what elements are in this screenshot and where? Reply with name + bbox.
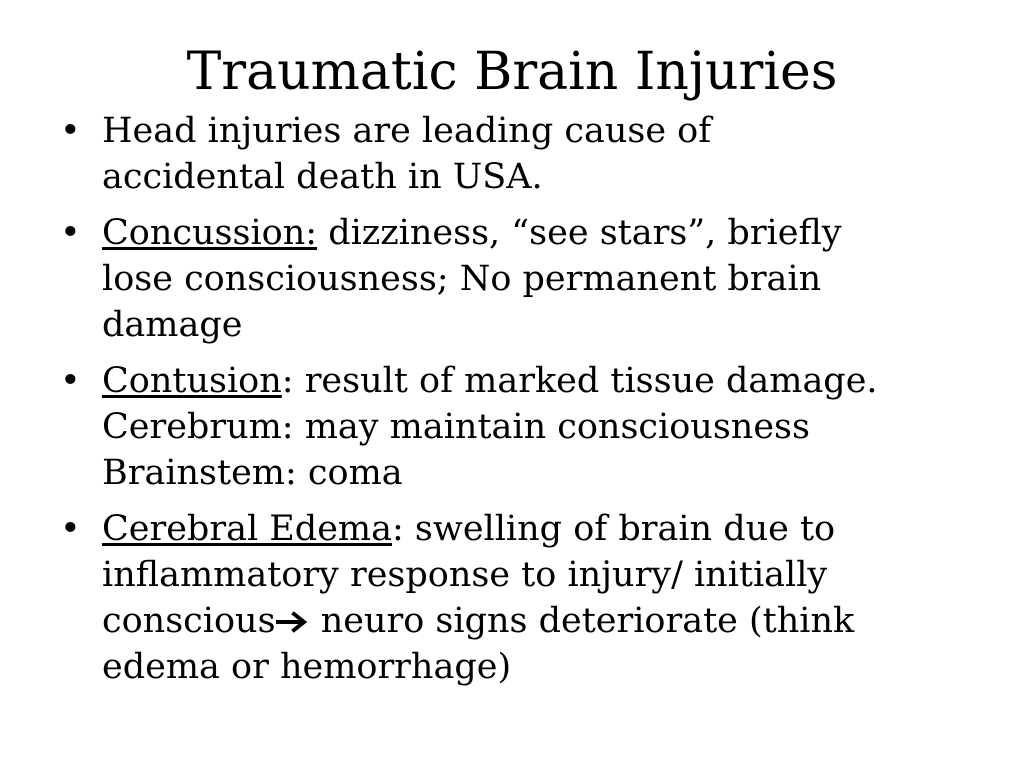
bullet-first-line (102, 210, 978, 256)
definition-text: dizziness, “see stars”, briefly (317, 213, 842, 253)
bullet-text-line: inflammatory response to injury/ initially (102, 555, 828, 595)
bullet-mark: • (60, 509, 81, 549)
bullet-text-line: Cerebrum: may maintain consciousness (102, 407, 810, 447)
bullet-text-line: accidental death in USA. (102, 157, 543, 197)
bullet-head-injuries (58, 108, 978, 200)
bullet-text-line: edema or hemorrhage) (102, 647, 512, 687)
bullet-text-line: Brainstem: coma (102, 453, 403, 493)
term-concussion: Concussion: (102, 213, 318, 253)
bullet-text-line: lose consciousness; No permanent brain (102, 259, 822, 299)
bullet-first-line (102, 506, 978, 552)
bullet-arrow-line (102, 598, 978, 644)
definition-text: : swelling of brain due to (391, 509, 836, 549)
bullet-concussion (58, 210, 978, 348)
bullet-mark: • (60, 213, 81, 253)
bullet-mark: • (60, 361, 81, 401)
bullet-text-line: damage (102, 305, 243, 345)
bullet-first-line (102, 358, 978, 404)
bullet-list (58, 108, 978, 700)
definition-text: : result of marked tissue damage. (281, 361, 878, 401)
slide-title: Traumatic Brain Injuries (186, 42, 838, 102)
bullet-contusion (58, 358, 978, 496)
text-after-arrow: neuro signs deteriorate (think (309, 601, 855, 641)
term-cerebral-edema: Cerebral Edema (102, 509, 392, 549)
bullet-cerebral-edema (58, 506, 978, 690)
text-before-arrow: conscious (102, 601, 276, 641)
bullet-text-line: Head injuries are leading cause of (102, 111, 712, 151)
right-arrow-icon (276, 611, 310, 633)
term-contusion: Contusion (102, 361, 282, 401)
bullet-mark: • (60, 111, 81, 151)
